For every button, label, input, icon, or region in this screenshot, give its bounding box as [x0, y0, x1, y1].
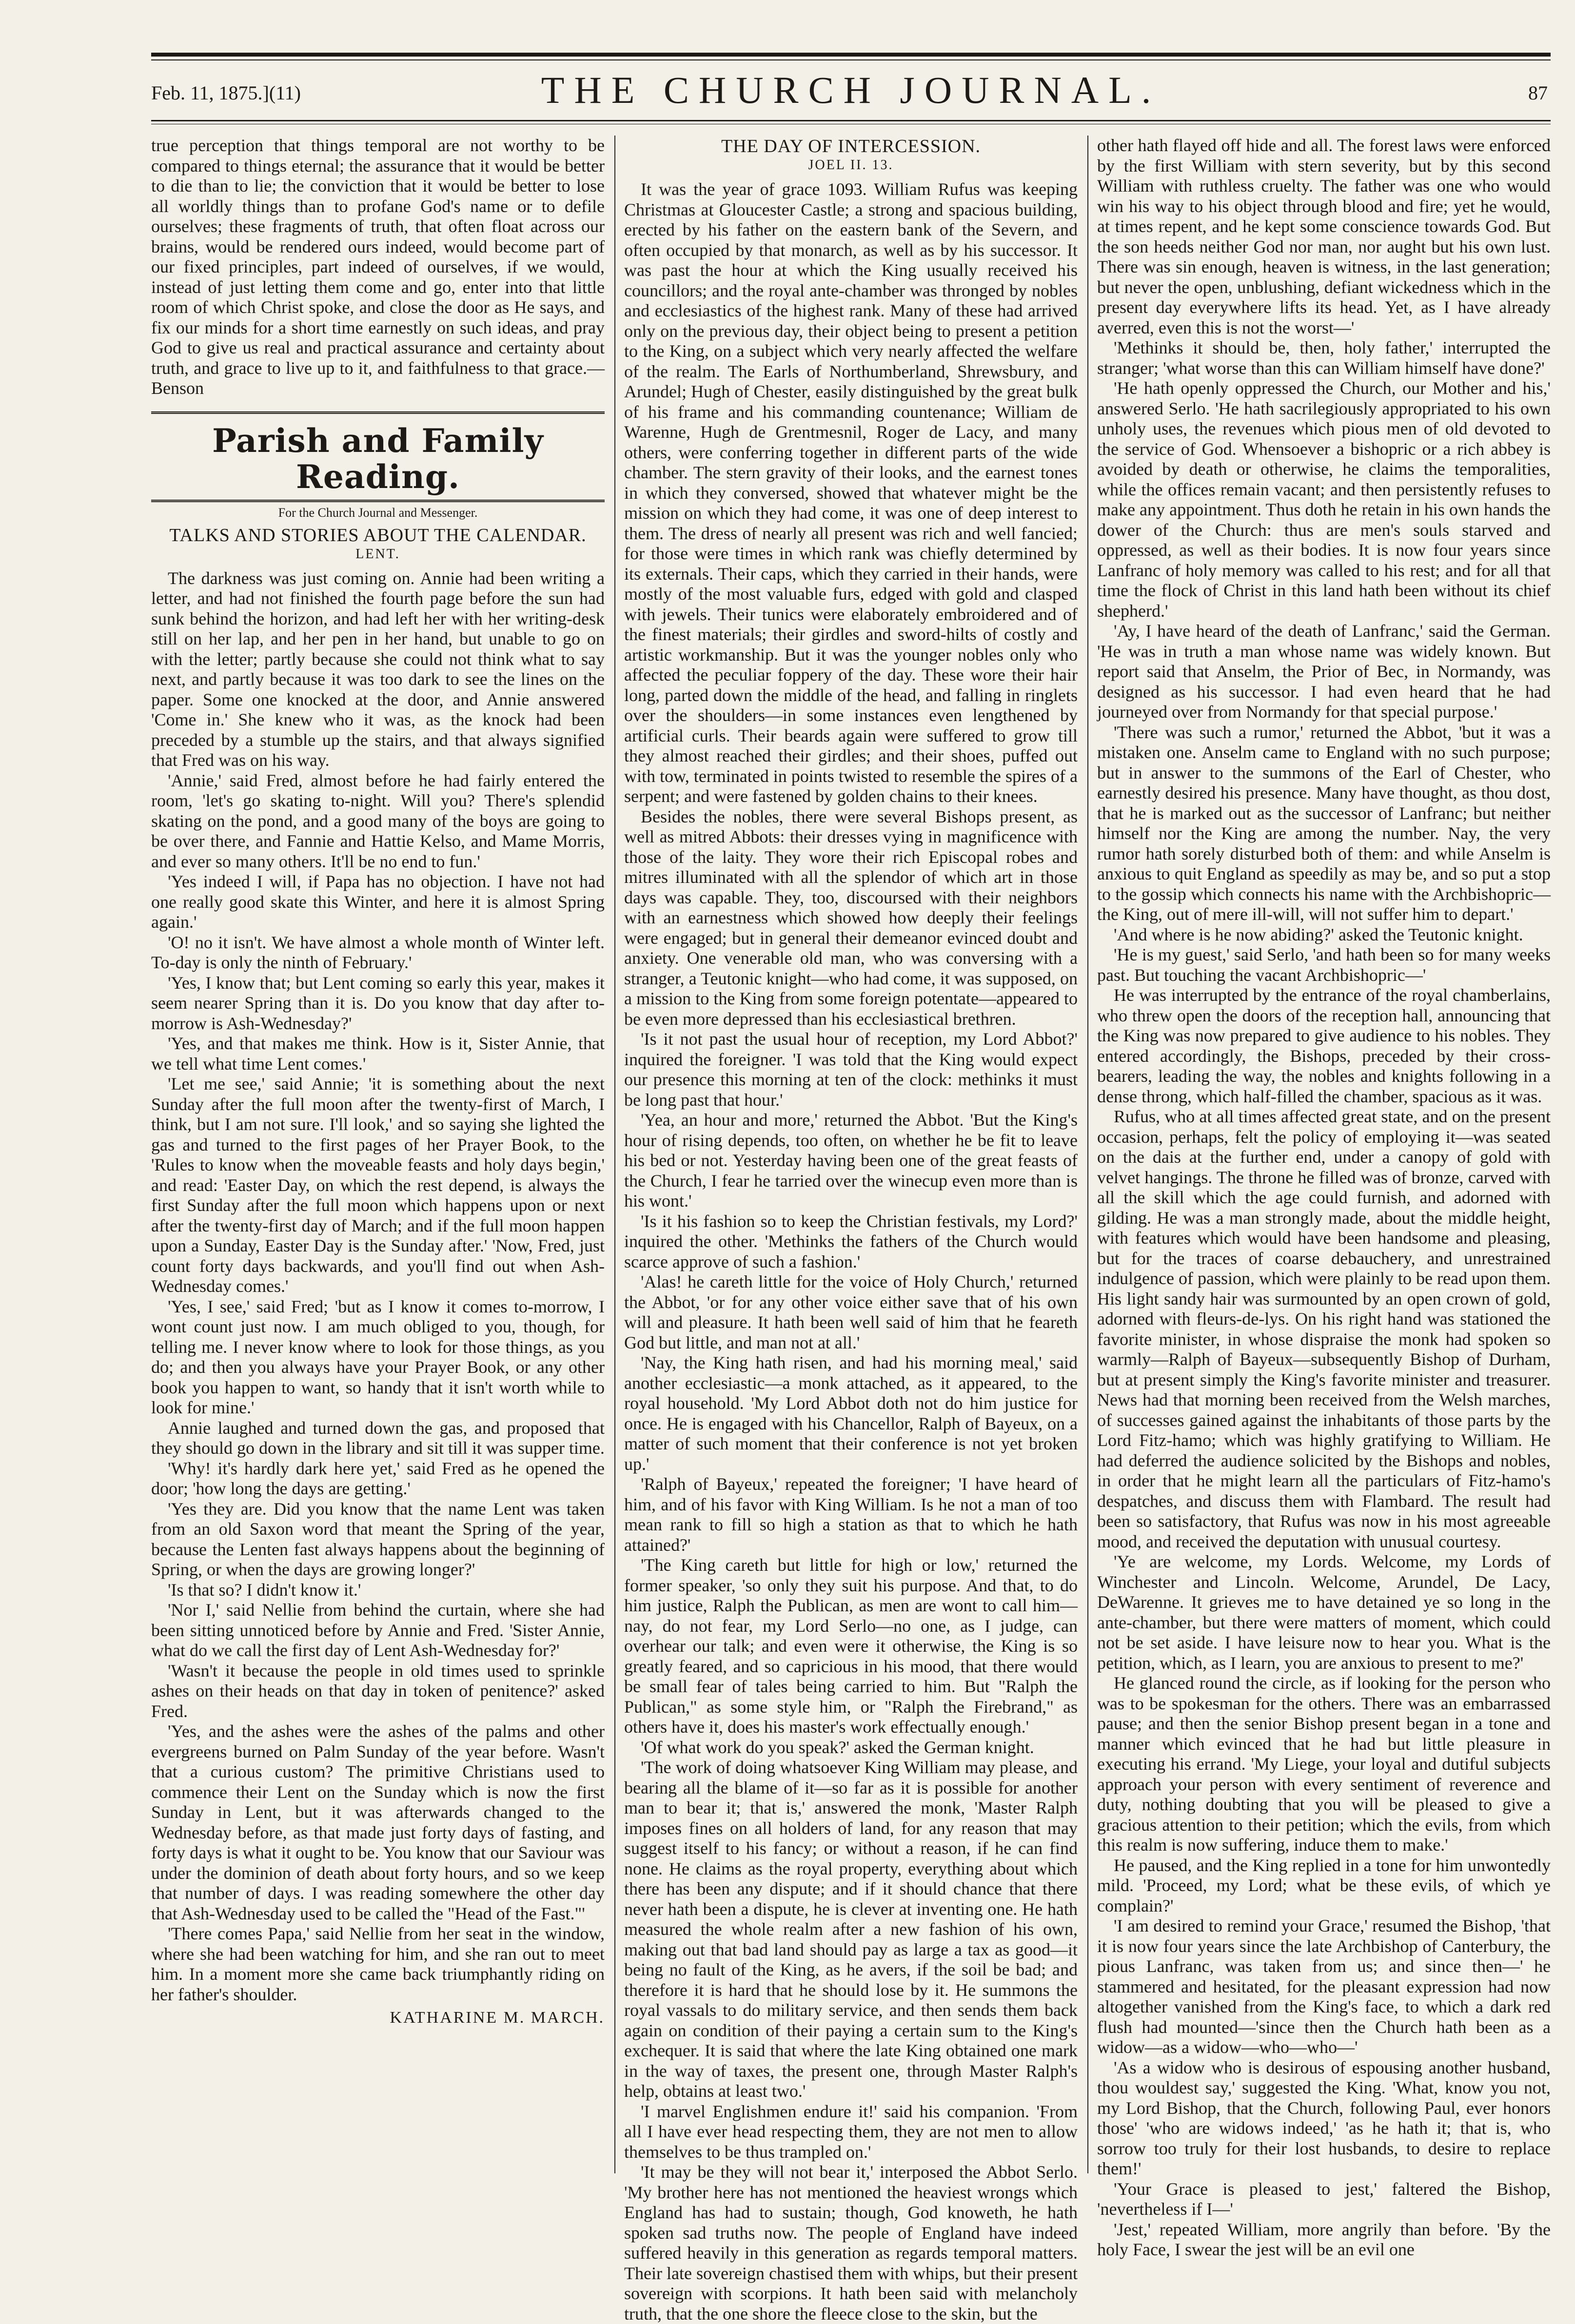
paragraph: 'Annie,' said Fred, almost before he had fairly entered the room, 'let's go skating to-night. Will you? There's splendid skating on the pond, and a good many of the boys are going to be over there, and Fannie and Hattie Kelso, and Mame Morris, and ever so many others. It'll be no end to fun.': [151, 770, 605, 871]
paragraph: 'Ay, I have heard of the death of Lanfranc,' said the German. 'He was in truth a man whose name was widely known. But report said that Anselm, the Prior of Bec, in Normandy, was designed as his successor. I had even heard that he had journeyed over from Normandy for that special purpose.': [1097, 621, 1551, 722]
column-3: [1097, 136, 1551, 2259]
column-2: [624, 136, 1078, 2324]
paragraph: 'Why! it's hardly dark here yet,' said Fred as he opened the door; 'how long the days are getting.': [151, 1458, 605, 1498]
paragraph: 'Ye are welcome, my Lords. Welcome, my Lords of Winchester and Lincoln. Welcome, Arundel, De Lacy, DeWarenne. It grieves me to have detained ye so long in the ante-chamber, but there were matters of moment, which could not be set aside. I have leisure now to hear you. What is the petition, which, as I learn, you are anxious to present to me?': [1097, 1552, 1551, 1673]
paragraph: 'Let me see,' said Annie; 'it is something about the next Sunday after the full moon after the twenty-first of March, I think, but I am not sure. I'll look,' and so saying she lighted the gas and turned to the first pages of her Prayer Book, to the 'Rules to know when the moveable feasts and holy days begin,' and read: 'Easter Day, on which the rest depend, is always the first Sunday after the full moon which happens upon or next after the twenty-first day of March; and if the full moon happen upon a Sunday, Easter Day is the Sunday after.' 'Now, Fred, just count forty days backwards, and you'll find out when Ash-Wednesday comes.': [151, 1074, 605, 1296]
paragraph: 'Alas! he careth little for the voice of Holy Church,' returned the Abbot, 'or for any other voice either save that of his own will and pleasure. It hath been well said of him that he feareth God but little, and man not at all.': [624, 1272, 1078, 1352]
column-divider-1: [614, 136, 615, 2173]
paragraph: 'Yes, and the ashes were the ashes of the palms and other evergreens burned on Palm Sunday of the year before. Wasn't that a curious custom? The primitive Christians used to commence their Lent on the Sunday which is now the first Sunday in Lent, but it was afterwards changed to the Wednesday before, as that made just forty days of fasting, and forty days is what it ought to be. You know that our Saviour was under the dominion of death about forty hours, and so we keep that number of days. I was reading somewhere the other day that Ash-Wednesday used to be called the "Head of the Fast."': [151, 1721, 605, 1923]
paragraph: 'Your Grace is pleased to jest,' faltered the Bishop, 'nevertheless if I—': [1097, 2179, 1551, 2219]
journal-title: THE CHURCH JOURNAL.: [541, 69, 1161, 111]
paragraph: Besides the nobles, there were several Bishops present, as well as mitred Abbots: their dresses vying in magnificence with those of the laity. They wore their rich Episcopal robes and mitres illuminated with all the splendor of which art in those days was capable. They, too, discoursed with their neighbors with an earnestness which showed how deeply their feelings were engaged; but in general their demeanor evinced doubt and anxiety. One venerable old man, who was conversing with a stranger, a Teutonic knight—who had come, it was supposed, on a mission to the King from some foreign potentate—appeared to be even more depressed than his ecclesiastical brethren.: [624, 806, 1078, 1029]
section-divider: [151, 411, 605, 414]
top-thin-rule: [151, 59, 1551, 60]
paragraph: 'As a widow who is desirous of espousing another husband, thou wouldest say,' suggested the King. 'What, know you not, my Lord Bishop, that the Church, following Paul, ever honors those' 'who are widows indeed,' 'as he hath it; that is, who sorrow too truly for their lost husbands, to desire to replace them!': [1097, 2057, 1551, 2178]
paragraph: 'Of what work do you speak?' asked the German knight.: [641, 1737, 1034, 1757]
story-title: TALKS AND STORIES ABOUT THE CALENDAR.: [169, 525, 587, 546]
column-divider-2: [1087, 136, 1088, 2173]
paragraph: 'Jest,' repeated William, more angrily than before. 'By the holy Face, I swear the jest will be an evil one: [1097, 2219, 1551, 2259]
paragraph: 'Nor I,' said Nellie from behind the curtain, where she had been sitting unnoticed before by Annie and Fred. 'Sister Annie, what do we call the first day of Lent Ash-Wednesday for?': [151, 1600, 605, 1660]
header-bottom-rule: [151, 120, 1551, 121]
paragraph: 'The King careth but little for high or low,' returned the former speaker, 'so only they suit his purpose. And that, to do him justice, Ralph the Publican, as men are wont to call him—nay, do not fear, my Lord Serlo—no one, as I judge, can overhear our talk; and even were it otherwise, the King is so greatly feared, and so capricious in his mood, that there would be small fear of tales being carried to him. But "Ralph the Publican," as some style him, or "Ralph the Firebrand," as others have it, does his master's work effectually enough.': [624, 1555, 1078, 1737]
section-divider-lower: [151, 500, 605, 502]
paragraph: 'And where is he now abiding?' asked the Teutonic knight.: [1114, 924, 1523, 944]
paragraph: 'Wasn't it because the people in old times used to sprinkle ashes on their heads on that day in token of penitence?' asked Fred.: [151, 1660, 605, 1721]
paragraph: 'There was such a rumor,' returned the Abbot, 'but it was a mistaken one. Anselm came to England with no such purpose; but in answer to the summons of the Earl of Chester, who earnestly desired his presence. Many have thought, as thou dost, that he is marked out as the successor of Lanfranc; but neither himself nor the King are among the number. Nay, the very rumor hath sorely disturbed both of them: and while Anselm is anxious to quit England as speedily as may be, and so put a stop to the gossip which connects his name with the Archbishopric—the King, out of mere ill-will, will not suffer him to depart.': [1097, 722, 1551, 924]
paragraph: 'Yea, an hour and more,' returned the Abbot. 'But the King's hour of rising depends, too often, on whether he be fit to leave his bed or not. Yesterday having been one of the great feasts of the Church, I fear he tarried over the winecup even more than is his wont.': [624, 1110, 1078, 1211]
paragraph: 'I marvel Englishmen endure it!' said his companion. 'From all I have ever head respecting them, they are not men to allow themselves to be thus trampled on.': [624, 2101, 1078, 2162]
credit-line: For the Church Journal and Messenger.: [278, 505, 478, 520]
paragraph: 'There comes Papa,' said Nellie from her seat in the window, where she had been watching for him, and she ran out to meet him. In a moment more she came back triumphantly riding on her father's shoulder.: [151, 1924, 605, 2004]
paragraph: He glanced round the circle, as if looking for the person who was to be spokesman for the others. There was an embarrassed pause; and then the senior Bishop present began in a tone and manner which evinced that he had but little pleasure in executing his errand. 'My Liege, your loyal and dutiful subjects approach your person with every sentiment of reverence and duty, nothing doubting that you will be pleased to give a gracious attention to their petition; which the evils, from which this realm is now suffering, induce them to make.': [1097, 1673, 1551, 1855]
paragraph: He was interrupted by the entrance of the royal chamberlains, who threw open the doors of the reception hall, announcing that the King was now prepared to give audience to his nobles. They entered accordingly, the Bishops, preceded by their cross-bearers, leading the way, the nobles and knights following in a dense throng, which half-filled the chamber, spacious as it was.: [1097, 985, 1551, 1106]
article-title: THE DAY OF INTERCESSION.: [721, 136, 981, 156]
paragraph: other hath flayed off hide and all. The forest laws were enforced by the first William with stern severity, but by this second William with ruthless cruelty. The father was one who would win his way to his object through blood and fire; yet he would, at times repent, and he kept some conscience towards God. But the son heeds neither God nor man, nor aught but his own lust. There was sin enough, heaven is witness, in the last generation; but never the open, unblushing, defiant wickedness which in the present day everywhere lifts its head. Yet, as I have already averred, even this is not the worst—': [1097, 136, 1551, 337]
paragraph: 'Ralph of Bayeux,' repeated the foreigner; 'I have heard of him, and of his favor with King William. Is he not a man of too mean rank to fill so high a station as that to which he hath attained?': [624, 1474, 1078, 1555]
paragraph: 'O! no it isn't. We have almost a whole month of Winter left. To-day is only the ninth of February.': [151, 932, 605, 972]
paragraph: 'It may be they will not bear it,' interposed the Abbot Serlo. 'My brother here has not mentioned the heaviest wrongs which England has had to sustain; though, God knoweth, he hath spoken sad truths now. The people of England have indeed suffered heavily in this generation as regards temporal matters. Their late sovereign chastised them with whips, but their present sovereign with scorpions. It hath been said with melancholy truth, that the one shore the fleece close to the skin, but the: [624, 2162, 1078, 2324]
paragraph: The darkness was just coming on. Annie had been writing a letter, and had not finished the fourth page before the sun had sunk behind the horizon, and had left her with her writing-desk still on her lap, and her pen in her hand, but unable to go on with the letter; partly because she could not think what to say next, and partly because it was too dark to see the lines on the paper. Some one knocked at the door, and Annie answered 'Come in.' She knew who it was, as the knock had been preceded by a stumble up the stairs, and that always signified that Fred was on his way.: [151, 568, 605, 770]
masthead: [151, 63, 1551, 110]
paragraph: 'He is my guest,' said Serlo, 'and hath been so for many weeks past. But touching the vacant Archbishopric—': [1097, 945, 1551, 985]
paragraph: 'Is that so? I didn't know it.': [168, 1580, 361, 1600]
author-signature: KATHARINE M. MARCH.: [390, 2009, 605, 2027]
paragraph: 'I am desired to remind your Grace,' resumed the Bishop, 'that it is now four years since the late Archbishop of Canterbury, the pious Lanfranc, was taken from us; and since then—' he stammered and hesitated, for the pleasant expression had now altogether vanished from the King's face, to which a dark red flush had mounted—'since then the Church hath been as a widow—as a widow—who—who—': [1097, 1916, 1551, 2057]
paragraph: 'Yes, and that makes me think. How is it, Sister Annie, that we tell what time Lent comes.': [151, 1034, 605, 1074]
paragraph: 'He hath openly oppressed the Church, our Mother and his,' answered Serlo. 'He hath sacrilegiously appropriated to his own unholy uses, the revenues which pious men of old devoted to the service of God. Whensoever a bishopric or a rich abbey is avoided by death or otherwise, he claims the temporalities, while the offices remain vacant; and then persistently refuses to make any appointment. Thus doth he retain in his own hands the dower of the Church: thus are men's souls starved and oppressed, as well as their bodies. It is now four years since Lanfranc of holy memory was called to his rest; and for all that time the flock of Christ in this land hath been without its chief shepherd.': [1097, 378, 1551, 621]
paragraph: 'Yes, I see,' said Fred; 'but as I know it comes to-morrow, I wont count just now. I am much obliged to you, though, for telling me. I never know where to look for those things, as you do; and then you always have your Prayer Book, or any other book you happen to want, so handy that it isn't worth while to look for mine.': [151, 1296, 605, 1417]
paragraph: Annie laughed and turned down the gas, and proposed that they should go down in the library and sit till it was supper time.: [151, 1418, 605, 1458]
article-continuation: true perception that things temporal are not worthy to be compared to things eternal; the assurance that it would be better to die than to lie; the conviction that it would be better to lose all worldly things than to profane God's name or to defile ourselves; these fragments of truth, that often float across our brains, would be rendered ours indeed, would become part of our fixed principles, part indeed of ourselves, if we would, instead of just letting them come and go, enter into that little room of which Christ spoke, and close the door as He says, and fix our minds for a short time earnestly on such ideas, and pray God to give us real and practical assurance and certainty about truth, and grace to live up to it, and faithfulness to that grace.—Benson: [151, 136, 605, 398]
paragraph: Rufus, who at all times affected great state, and on the present occasion, perhaps, felt the policy of employing it—was seated on the dais at the further end, under a canopy of gold with velvet hangings. The throne he filled was of bronze, carved with all the skill which the age could furnish, and adorned with gilding. He was a man strongly made, about the middle height, with features which would have been handsome and pleasing, but for the traces of coarse debauchery, and unrestrained indulgence of passion, which were plainly to be read upon them. His light sandy hair was surmounted by an open crown of gold, adorned with fleurs-de-lys. On his right hand was stationed the favorite minister, in whose dispraise the monk had spoken so warmly—Ralph of Bayeux—subsequently Bishop of Durham, but at present simply the King's favorite minister and treasurer. News had that morning been received from the Welsh marches, of successes gained against the inhabitants of those parts by the Lord Fitz-hamo; which was highly gratifying to William. He had deferred the audience solicited by the Bishops and nobles, in order that he might learn all the particulars of Fitz-hamo's despatches, and discuss them with Flambard. The result had been so satisfactory, that Rufus was now in his most agreeable mood, and received the deputation with unusual courtesy.: [1097, 1107, 1551, 1551]
paragraph: 'Yes they are. Did you know that the name Lent was taken from an old Saxon word that meant the Spring of the year, because the Lenten fast always happens about the beginning of Spring, or when the days are growing longer?': [151, 1499, 605, 1579]
issue-date: Feb. 11, 1875.](11): [151, 82, 301, 104]
story-subtitle: LENT.: [355, 546, 400, 562]
paragraph: 'Yes indeed I will, if Papa has no objection. I have not had one really good skate this Winter, and here it is almost Spring again.': [151, 872, 605, 932]
section-heading: Parish and Family Reading.: [212, 421, 544, 496]
scripture-reference: JOEL II. 13.: [808, 157, 894, 173]
page-number: 87: [1528, 82, 1548, 104]
paragraph: He paused, and the King replied in a tone for him unwontedly mild. 'Proceed, my Lord; what be these evils, of which ye complain?': [1097, 1855, 1551, 1915]
top-thick-rule: [151, 53, 1551, 57]
paragraph: 'The work of doing whatsoever King William may please, and bearing all the blame of it—so far as it is possible for another man to bear it; that is,' answered the monk, 'Master Ralph imposes fines on all holders of land, for any reason that may suggest itself to his fancy; or without a reason, if he can find none. He claims as the royal property, everything about which there has been any dispute; and if it should chance that there never hath been a dispute, he is clever at inventing one. He hath measured the whole realm after a new fashion of his own, making out that bad land should pay as large a tax as good—it being no fault of the King, as he avers, if the soil be bad; and therefore it is hard that he should lose by it. He summons the royal vassals to do military service, and then sends them back again on condition of their paying a certain sum to the King's exchequer. It is said that where the late King obtained one mark in the way of taxes, the present one, through Master Ralph's help, obtains at least two.': [624, 1758, 1078, 2101]
paragraph: It was the year of grace 1093. William Rufus was keeping Christmas at Gloucester Castle; a strong and spacious building, erected by his father on the eastern bank of the Severn, and often occupied by that monarch, as well as by his successor. It was past the hour at which the King usually received his councillors; and the royal ante-chamber was thronged by nobles and ecclesiastics of the highest rank. Many of these had arrived only on the previous day, their object being to present a petition to the King, on a subject which very nearly affected the welfare of the realm. The Earls of Northumberland, Shrewsbury, and Arundel; Hugh of Chester, easily distinguished by the great bulk of his frame and his commanding countenance; William de Warenne, Hugh de Grentmesnil, Roger de Lacy, and many others, were conferring together in different parts of the wide chamber. The stern gravity of their looks, and the earnest tones in which they conversed, showed that whatever might be the mission on which they had come, it was one of deep interest to them. The dress of nearly all present was rich and well fancied; for those were times in which rank was chiefly determined by its externals. Their caps, which they carried in their hands, were mostly of the most valuable furs, edged with gold and clasped with jewels. Their tunics were elaborately embroidered and of the finest materials; their girdles and sword-hilts of costly and artistic workmanship. But it was the younger nobles only who affected the peculiar foppery of the day. These wore their hair long, parted down the middle of the head, and falling in ringlets over the shoulders—in some instances even lengthened by artificial curls. Their beards again were suffered to grow till they almost reached their girdles; and their shoes, puffed out with tow, terminated in points twisted to resemble the spires of a serpent; and were fastened by golden chains to their knees.: [624, 179, 1078, 806]
paragraph: 'Nay, the King hath risen, and had his morning meal,' said another ecclesiastic—a monk attached, as it appeared, to the royal household. 'My Lord Abbot doth not do him justice for once. He is engaged with his Chancellor, Ralph of Bayeux, on a matter of such moment that their conference is not yet broken up.': [624, 1353, 1078, 1474]
column-1: [151, 136, 605, 2173]
paragraph: 'Is it his fashion so to keep the Christian festivals, my Lord?' inquired the other. 'Methinks the fathers of the Church would scarce approve of such a fashion.': [624, 1211, 1078, 1271]
paragraph: 'Methinks it should be, then, holy father,' interrupted the stranger; 'what worse than this can William himself have done?': [1097, 338, 1551, 378]
paragraph: 'Yes, I know that; but Lent coming so early this year, makes it seem nearer Spring than it is. Do you know that day after to-morrow is Ash-Wednesday?': [151, 973, 605, 1033]
paragraph: 'Is it not past the usual hour of reception, my Lord Abbot?' inquired the foreigner. 'I was told that the King would expect our presence this morning at ten of the clock: methinks it must be long past that hour.': [624, 1029, 1078, 1110]
